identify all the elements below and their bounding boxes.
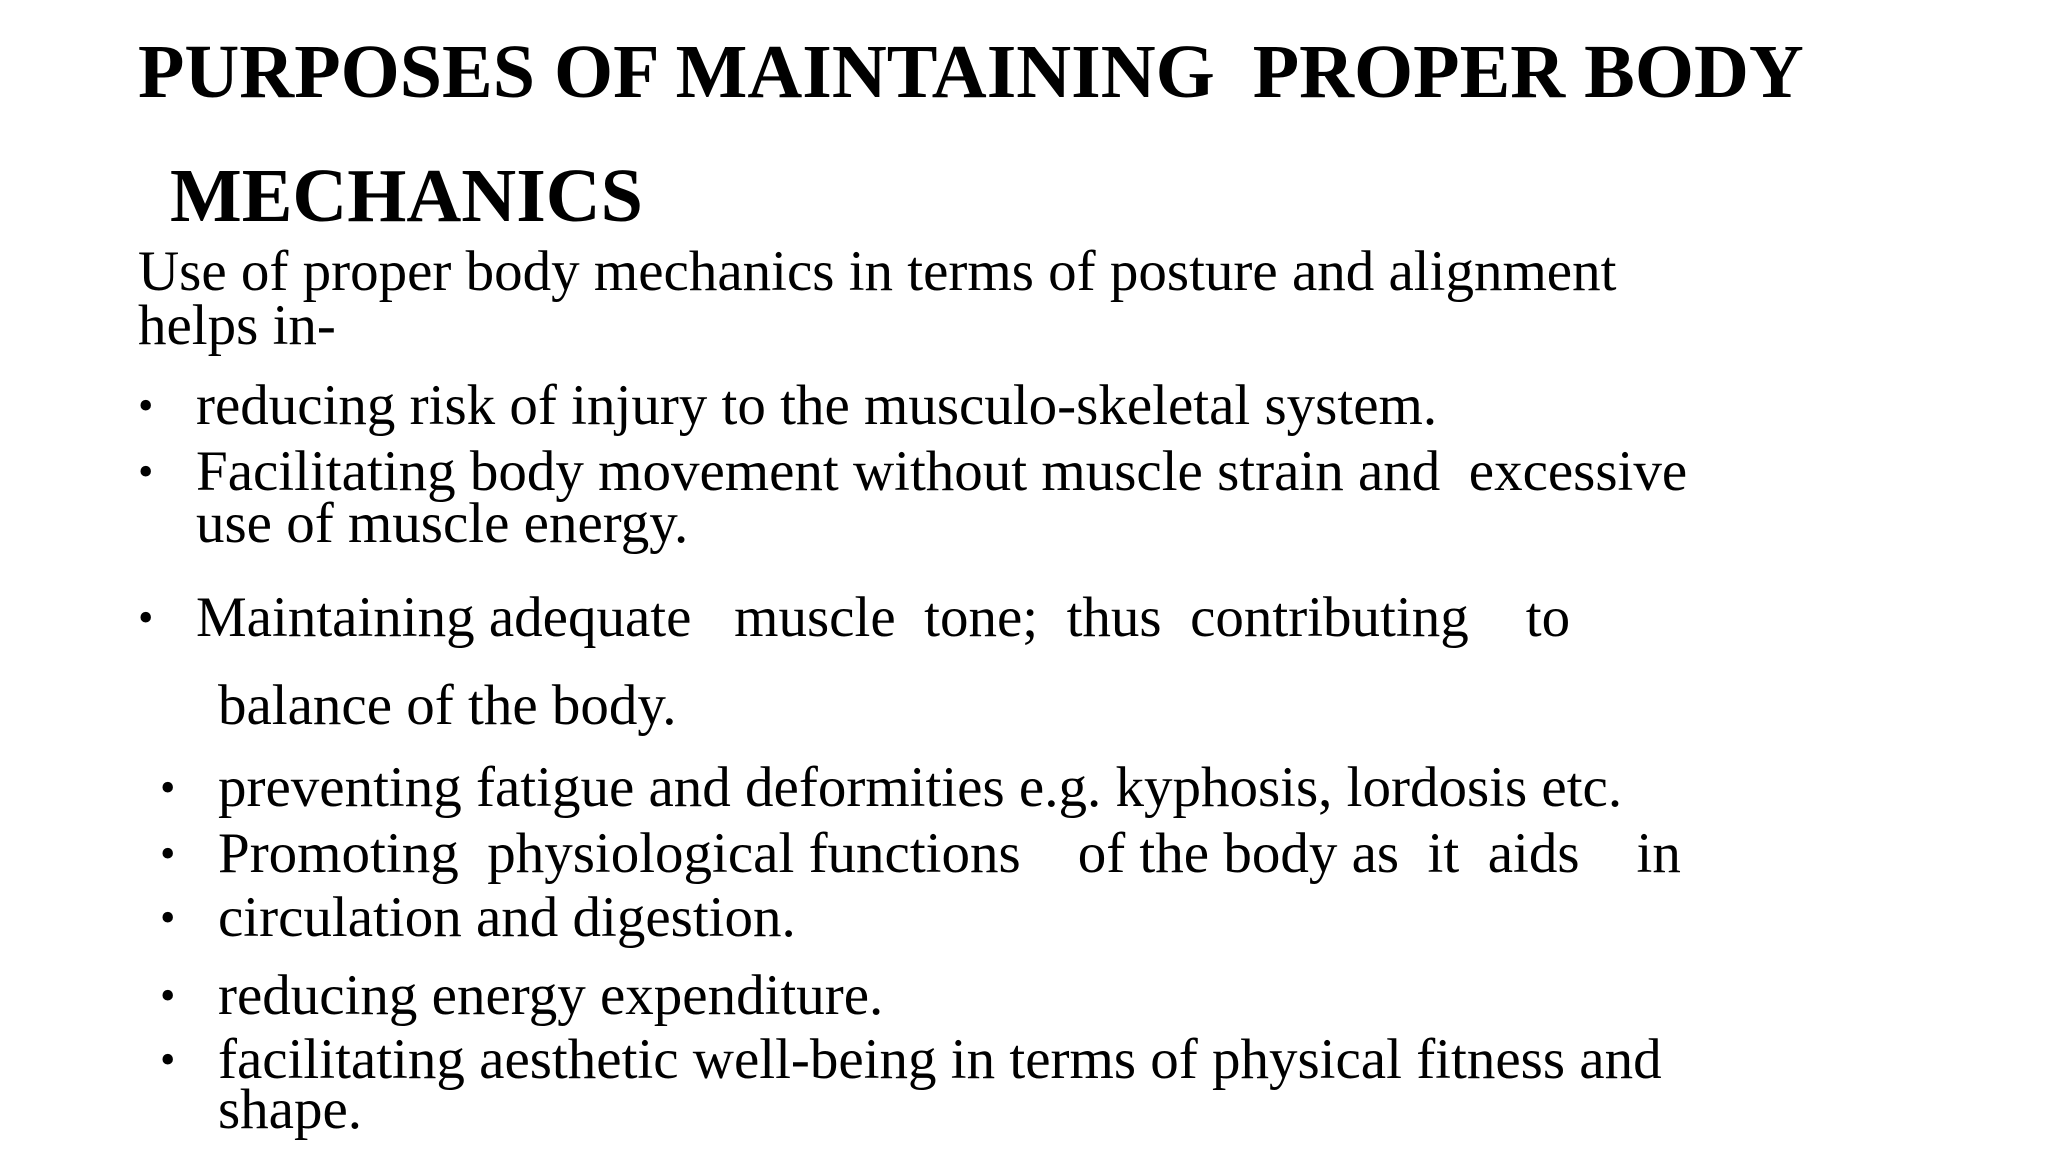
bullet-marker: • (138, 593, 154, 642)
list-item-2-line-1: Facilitating body movement without muscle strain and excessive (196, 440, 1688, 503)
slide-title-line-1: PURPOSES OF MAINTAINING PROPER BODY (138, 30, 1804, 114)
bullet-marker: • (160, 971, 176, 1020)
list-item-8-line-1: facilitating aesthetic well-being in terms of physical fitness and (218, 1028, 1662, 1091)
bullet-marker: • (160, 763, 176, 812)
list-item-1-line-1: reducing risk of injury to the musculo-skeletal system. (196, 374, 1438, 437)
bullet-marker: • (160, 893, 176, 942)
list-item-2-line-2: use of muscle energy. (196, 492, 689, 555)
intro-line-2: helps in- (138, 294, 336, 357)
bullet-marker: • (138, 381, 154, 430)
list-item-5-line-1: Promoting physiological functions of the body as it aids in (218, 822, 1681, 885)
list-item-4-line-1: preventing fatigue and deformities e.g. kyphosis, lordosis etc. (218, 756, 1623, 819)
list-item-3-line-2: balance of the body. (218, 674, 677, 737)
bullet-marker: • (160, 829, 176, 878)
bullet-marker: • (160, 1035, 176, 1084)
bullet-marker: • (138, 447, 154, 496)
list-item-6-line-1: circulation and digestion. (218, 886, 796, 949)
list-item-7-line-1: reducing energy expenditure. (218, 964, 884, 1027)
slide-title-line-2: MECHANICS (170, 154, 643, 238)
list-item-3-line-1: Maintaining adequate muscle tone; thus contributing to (196, 586, 1571, 649)
list-item-8-line-2: shape. (218, 1078, 363, 1141)
intro-line-1: Use of proper body mechanics in terms of posture and alignment (138, 240, 1617, 303)
